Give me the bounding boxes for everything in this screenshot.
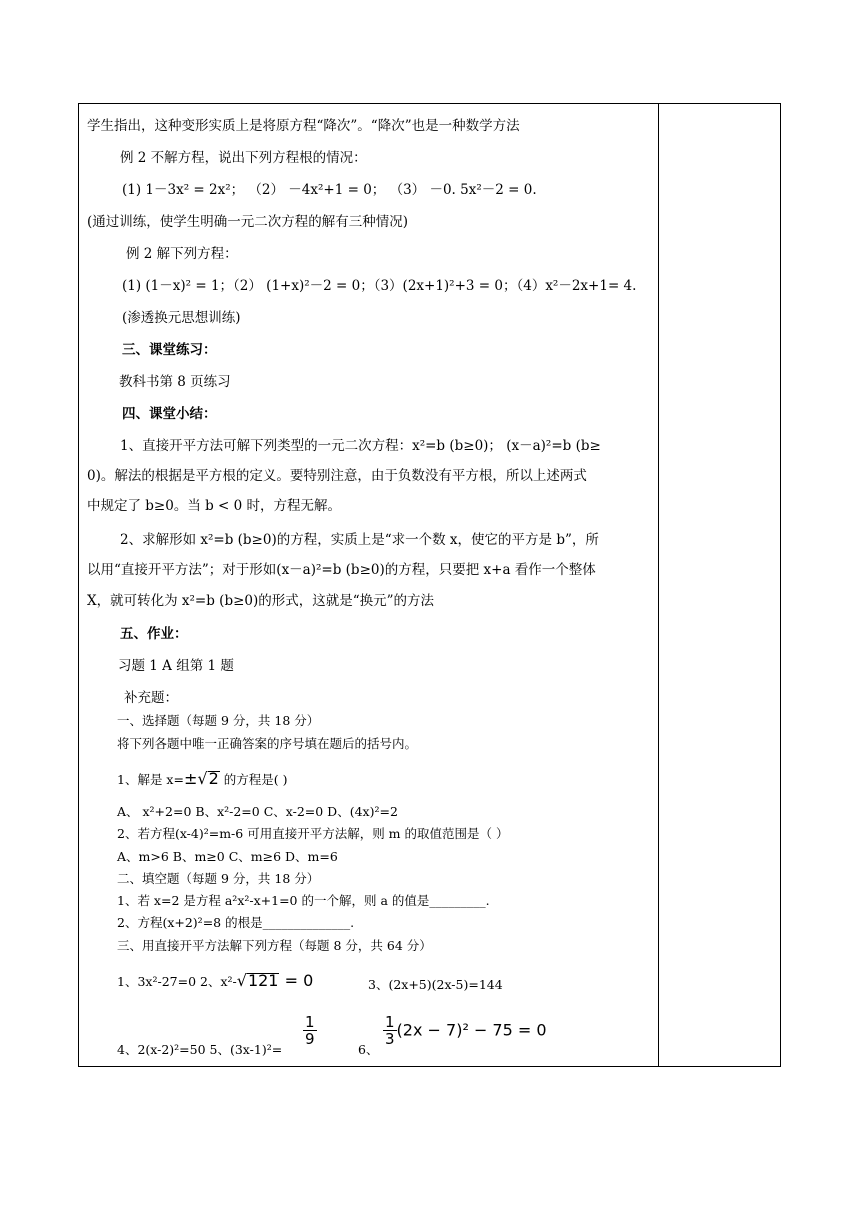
radical-symbol: √ <box>236 971 247 990</box>
subsection-heading: 三、用直接开平方法解下列方程（每题 8 分，共 64 分） <box>117 938 432 953</box>
example-heading: 例 2 解下列方程： <box>126 246 238 262</box>
question-1 <box>117 770 287 789</box>
equation-text: = 0 <box>279 971 314 990</box>
plus-minus-symbol: ± <box>183 769 198 788</box>
text-line: 将下列各题中唯一正确答案的序号填在题后的括号内。 <box>117 736 418 751</box>
equation-line: (1) (1－x)² = 1；（2） (1+x)²－2 = 0；（3）(2x+1)²+3 = 0；（4）x²－2x+1= 4. <box>122 278 637 294</box>
exercise-line <box>117 972 313 991</box>
denominator: 9 <box>305 1030 315 1048</box>
section-heading: 五、作业： <box>120 626 188 642</box>
fill-question: 2、方程(x+2)²=8 的根是______________. <box>117 915 355 930</box>
exercise-line: 3、(2x+5)(2x-5)=144 <box>368 977 503 992</box>
radicand: 2 <box>208 769 219 788</box>
section-heading: 三、课堂练习： <box>122 342 217 358</box>
fill-question: 1、若 x=2 是方程 a²x²-x+1=0 的一个解，则 a 的值是_________. <box>117 893 490 908</box>
text-line: 习题 1 A 组第 1 题 <box>118 658 234 674</box>
fraction <box>303 1014 317 1047</box>
exercise-text: 1、3x²-27=0 2、x²- <box>117 974 237 989</box>
text-line: (通过训练，使学生明确一元二次方程的解有三种情况) <box>87 214 409 230</box>
summary-line: 2、求解形如 x²=b (b≥0)的方程，实质上是“求一个数 x，使它的平方是 b”，所 <box>120 532 599 548</box>
example-heading: 例 2 不解方程，说出下列方程根的情况： <box>120 150 367 166</box>
equation-line: (1) 1－3x² = 2x²； （2） －4x²+1 = 0； （3） －0. 5x²－2 = 0. <box>122 182 537 198</box>
text-line: 学生指出，这种变形实质上是将原方程“降次”。“降次”也是一种数学方法 <box>87 118 520 134</box>
exercise-label: 6、 <box>358 1042 379 1057</box>
question-options: A、m>6 B、m≥0 C、m≥6 D、m=6 <box>117 849 338 864</box>
summary-line: 0)。解法的根据是平方根的定义。要特别注意，由于负数没有平方根，所以上述两式 <box>87 468 587 484</box>
summary-line: X，就可转化为 x²=b (b≥0)的形式，这就是“换元”的方法 <box>87 593 435 609</box>
column-divider <box>658 103 659 1067</box>
equation-text: (2x − 7)² − 75 = 0 <box>396 1020 547 1040</box>
question-2: 2、若方程(x-4)²=m-6 可用直接开平方法解，则 m 的取值范围是（ ） <box>117 826 509 841</box>
equation-image <box>383 1014 547 1047</box>
numerator: 1 <box>305 1013 315 1031</box>
question-text: 1、解是 x= <box>117 772 184 787</box>
text-line: (渗透换元思想训练) <box>122 310 241 326</box>
denominator: 3 <box>385 1030 395 1048</box>
section-heading: 四、课堂小结： <box>122 406 217 422</box>
summary-line: 以用“直接开平方法”；对于形如(x－a)²=b (b≥0)的方程，只要把 x+a 看作一个整体 <box>87 562 596 578</box>
summary-line: 中规定了 b≥0。当 b < 0 时，方程无解。 <box>87 498 342 514</box>
text-line: 补充题： <box>124 690 178 706</box>
text-line: 教科书第 8 页练习 <box>119 374 231 390</box>
summary-line: 1、直接开平方法可解下列类型的一元二次方程：x²=b (b≥0)； (x－a)²=b (b≥ <box>120 438 601 454</box>
radicand: 121 <box>247 971 279 990</box>
question-text: 的方程是( ) <box>219 772 288 787</box>
radical-symbol: √ <box>197 769 208 788</box>
question-options: A、 x²+2=0 B、x²-2=0 C、x-2=0 D、(4x)²=2 <box>117 804 398 819</box>
numerator: 1 <box>385 1013 395 1031</box>
subsection-heading: 二、填空题（每题 9 分，共 18 分） <box>117 871 320 886</box>
subsection-heading: 一、选择题（每题 9 分，共 18 分） <box>117 713 320 728</box>
exercise-line: 4、2(x-2)²=50 5、(3x-1)²= <box>117 1042 283 1057</box>
